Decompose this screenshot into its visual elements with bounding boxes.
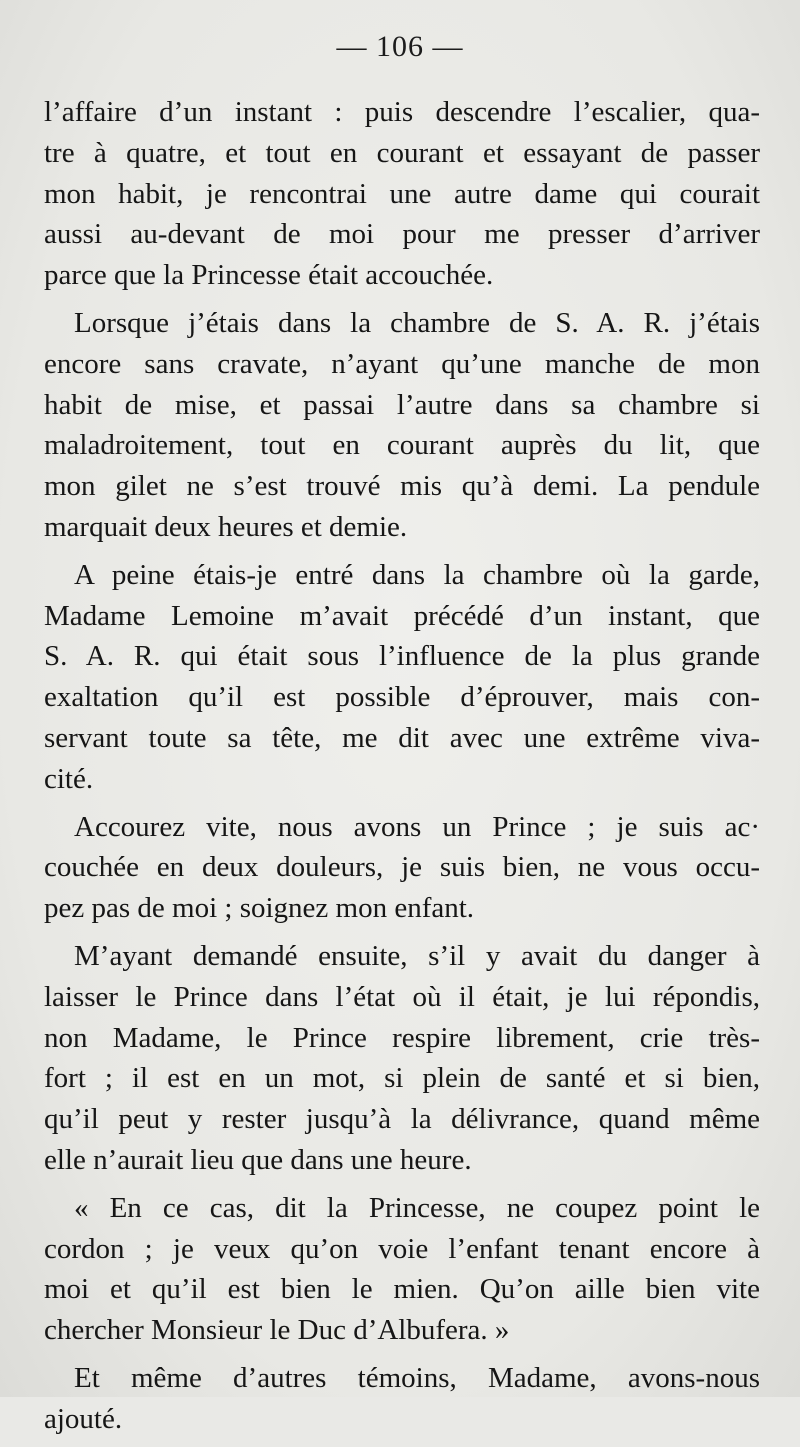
text-line: Lorsque j’étais dans la chambre de S. A. R. j’étais [74,306,760,339]
paragraph [44,555,760,800]
page-number: — 106 — [336,30,464,63]
text-line: Madame Lemoine m’avait précédé d’un instant, que [44,599,760,632]
text-line: marquait deux heures et demie. [44,510,408,543]
paragraph [44,303,760,548]
text-line: elle n’aurait lieu que dans une heure. [44,1143,472,1176]
text-line: ajouté. [44,1402,123,1435]
body-text [44,92,760,1447]
text-line: couchée en deux douleurs, je suis bien, ne vous occu- [44,851,760,884]
text-line: mon habit, je rencontrai une autre dame qui courait [44,177,760,210]
paragraph [44,1188,760,1351]
text-line: moi et qu’il est bien le mien. Qu’on aille bien vite [44,1273,760,1306]
text-line: tre à quatre, et tout en courant et essayant de passer [44,136,760,169]
paragraph [44,936,760,1181]
text-line: Et même d’autres témoins, Madame, avons-nous [74,1361,760,1394]
text-line: encore sans cravate, n’ayant qu’une manche de mon [44,347,760,380]
text-line: chercher Monsieur le Duc d’Albufera. » [44,1314,510,1347]
text-line: S. A. R. qui était sous l’influence de la plus grande [44,640,760,673]
text-line: M’ayant demandé ensuite, s’il y avait du danger à [74,939,760,972]
text-line: habit de mise, et passai l’autre dans sa chambre si [44,388,760,421]
text-line: fort ; il est en un mot, si plein de santé et si bien, [44,1062,760,1095]
text-line: pez pas de moi ; soignez mon enfant. [44,892,475,925]
paragraph [44,807,760,929]
text-line: aussi au-devant de moi pour me presser d’arriver [44,218,760,251]
paragraph [44,92,760,296]
text-line: qu’il peut y rester jusqu’à la délivrance, quand même [44,1103,760,1136]
text-line: l’affaire d’un instant : puis descendre l’escalier, qua- [44,96,760,128]
text-line: A peine étais-je entré dans la chambre où la garde, [74,558,760,591]
text-line: maladroitement, tout en courant auprès du lit, que [44,429,760,462]
text-line: Accourez vite, nous avons un Prince ; je suis ac· [74,810,760,843]
text-line: mon gilet ne s’est trouvé mis qu’à demi. La pendule [44,470,760,503]
text-line: cordon ; je veux qu’on voie l’enfant tenant encore à [44,1232,760,1265]
text-line: non Madame, le Prince respire librement, crie très- [44,1021,760,1054]
text-line: exaltation qu’il est possible d’éprouver, mais con- [44,681,760,714]
text-line: cité. [44,762,94,795]
text-line: laisser le Prince dans l’état où il était, je lui répondis, [44,980,760,1013]
paragraph [44,1358,760,1440]
text-line: parce que la Princesse était accouchée. [44,259,494,292]
text-line: servant toute sa tête, me dit avec une extrême viva- [44,721,760,754]
text-line: « En ce cas, dit la Princesse, ne coupez point le [74,1191,760,1224]
